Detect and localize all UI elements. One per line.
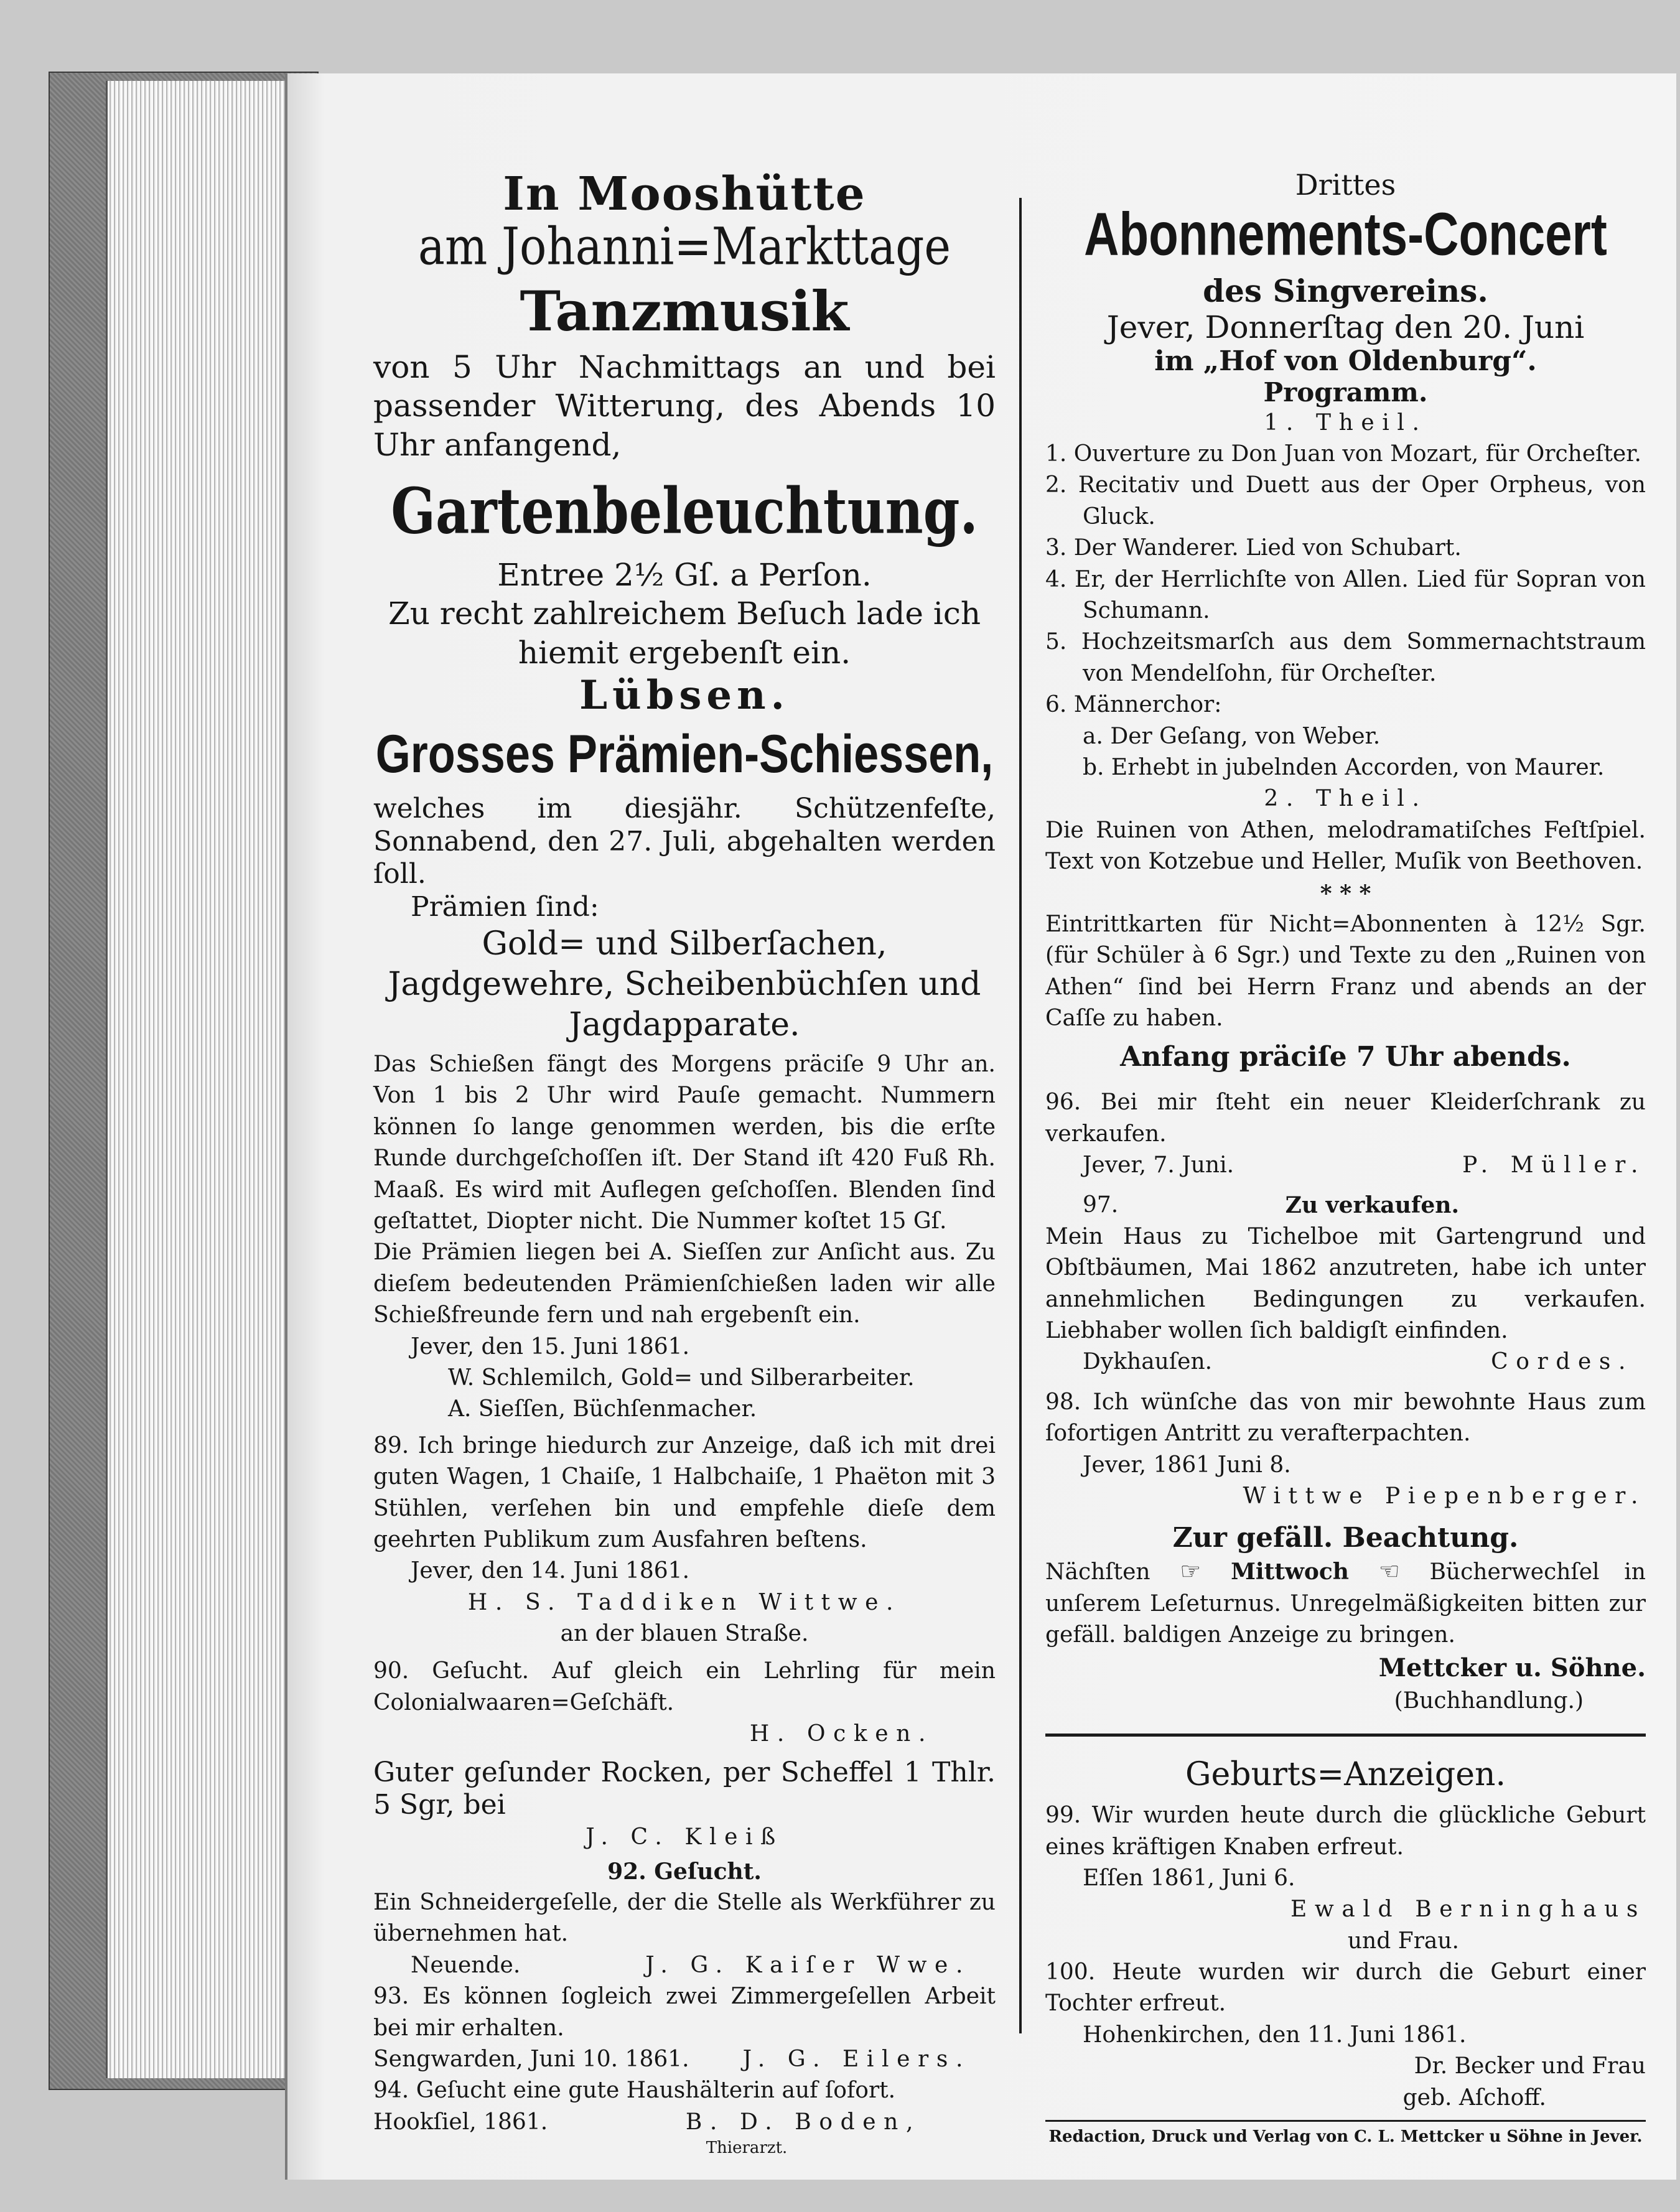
ad-text: 96. Bei mir ſteht ein neuer Kleiderſchrank zu verkaufen. bbox=[1045, 1090, 1646, 1147]
ad-signature: J. C. Kleiß bbox=[586, 1824, 783, 1850]
section-rule bbox=[1045, 1734, 1646, 1737]
pointing-hand-right-icon: ☞ bbox=[1180, 1557, 1202, 1585]
birth-99-signature-2: und Frau. bbox=[1347, 1928, 1459, 1954]
ad-signature: Cordes. bbox=[1491, 1349, 1633, 1375]
ad-footer bbox=[373, 1950, 996, 1981]
ad-title-line2: am Johanni=Markttage bbox=[418, 216, 951, 277]
ad-body: Das Schießen fängt des Morgens präciſe 9 Uhr an. Von 1 bis 2 Uhr wird Pauſe gemacht. Nummern können ſo lange genommen werden, bis die erſte Runde durchgeſchoſſen iſt. Der Stand iſt 420 Fuß Rh. Maaß. Es wird mit Auflegen geſchoſſen. Blenden ſind geſtattet, Diopter nicht. Die Nummer koſtet 15 Gſ. bbox=[373, 1052, 996, 1234]
ad-place: Hookſiel, 1861. bbox=[373, 2109, 548, 2135]
concert-title: Abonnements-Concert bbox=[1084, 199, 1607, 268]
ad-title-gartenbeleuchtung: Gartenbeleuchtung. bbox=[391, 474, 978, 548]
ad-signature: Wittwe Piepenberger. bbox=[1243, 1483, 1646, 1509]
program-part-1: 1. Theil. bbox=[1264, 409, 1427, 436]
program-item: 3. Der Wanderer. Lied von Schubart. bbox=[1045, 535, 1462, 561]
left-column bbox=[373, 168, 996, 2159]
ad-title-line1: In Mooshütte bbox=[503, 167, 866, 221]
imprint: Redaction, Druck und Verlag von C. L. Mettcker u Söhne in Jever. bbox=[1048, 2127, 1643, 2147]
ad-place: Sengwarden, Juni 10. 1861. bbox=[373, 2046, 689, 2072]
program-subitem: a. Der Geſang, von Weber. bbox=[1083, 723, 1381, 749]
birth-100-signature: Dr. Becker und Frau bbox=[1414, 2053, 1646, 2079]
concert-sub: des Singvereins. bbox=[1203, 272, 1488, 309]
concert-venue: im „Hof von Oldenburg“. bbox=[1154, 345, 1537, 377]
notice-signature: Mettcker u. Söhne. bbox=[1378, 1653, 1646, 1683]
ad-dateline: Jever, den 14. Juni 1861. bbox=[411, 1558, 690, 1584]
ad-footer bbox=[1045, 1346, 1646, 1378]
ad-title: Grosses Prämien-Schiessen, bbox=[375, 724, 994, 785]
notice-text-pre: Nächſten bbox=[1045, 1559, 1150, 1585]
birth-99-signature: Ewald Berninghaus bbox=[1290, 1897, 1646, 1923]
ad-body-2: Die Prämien liegen bei A. Sieſſen zur Anſicht aus. Zu dieſem bedeutenden Prämienſchießen laden wir alle Schießfreunde fern und nah ergebenſt ein. bbox=[373, 1239, 996, 1328]
program-list bbox=[1045, 439, 1646, 783]
notice-title: Zur gefäll. Beachtung. bbox=[1172, 1522, 1519, 1554]
stars-divider: * * * bbox=[1320, 880, 1371, 907]
ad-footer bbox=[373, 2044, 996, 2075]
ad-signature: J. G. Eilers. bbox=[742, 2046, 971, 2072]
births-title: Geburts=Anzeigen. bbox=[1185, 1755, 1506, 1793]
ad-place: Neuende. bbox=[411, 1952, 521, 1978]
concert-date: Jever, Donnerſtag den 20. Juni bbox=[1106, 309, 1585, 345]
program-part-2: 2. Theil. bbox=[1264, 786, 1427, 812]
ad-footer bbox=[1045, 1150, 1646, 1181]
notice-day: Mittwoch bbox=[1231, 1559, 1349, 1585]
ad-signature: P. Müller. bbox=[1462, 1152, 1646, 1178]
ad-text: 93. Es können ſogleich zwei Zimmergeſellen Arbeit bei mir erhalten. bbox=[373, 1984, 996, 2041]
ad-text: 94. Geſucht eine gute Haushälterin auf ſofort. bbox=[373, 2078, 896, 2104]
program-item: 4. Er, der Herrlichſte von Allen. Lied für Sopran von Schumann. bbox=[1045, 566, 1646, 624]
program-item: 5. Hochzeitsmarſch aus dem Sommernachtstraum von Mendelſohn, für Orcheſter. bbox=[1045, 629, 1646, 686]
ad-prize-1: Gold= und Silberſachen, bbox=[482, 925, 887, 963]
ad-intro: welches im diesjähr. Schützenfeſte, Sonnabend, den 27. Juli, abgehalten werden ſoll. bbox=[373, 792, 996, 890]
ad-place: Dykhauſen. bbox=[1083, 1349, 1213, 1375]
ad-signature: H. Ocken. bbox=[749, 1721, 933, 1747]
ad-signature: H. S. Taddiken Wittwe. bbox=[467, 1589, 902, 1615]
ad-text: Mein Haus zu Tichelboe mit Gartengrund und Obſtbäumen, Mai 1862 anzutreten, habe ich unter annehmlichen Bedingungen zu verkaufen. Liebhaber wollen ſich baldigſt einfinden. bbox=[1045, 1223, 1646, 1344]
ad-92 bbox=[373, 1856, 996, 1982]
birth-100: 100. Heute wurden wir durch die Geburt einer Tochter erfreut. bbox=[1045, 1959, 1646, 2017]
ad-signature: J. G. Kaiſer Wwe. bbox=[645, 1952, 971, 1978]
ad-mooshuette bbox=[373, 168, 996, 719]
ad-place: Jever, 7. Juni. bbox=[1083, 1152, 1234, 1178]
ad-rocken bbox=[373, 1757, 996, 1854]
concert-pre: Drittes bbox=[1295, 168, 1396, 202]
ad-text: 98. Ich wünſche das von mir bewohnte Haus zum ſofortigen Antritt zu verafterpachten. bbox=[1045, 1389, 1646, 1447]
notice-signature-2: (Buchhandlung.) bbox=[1394, 1688, 1584, 1714]
ad-title: Zu verkaufen. bbox=[1285, 1192, 1459, 1219]
ad-93 bbox=[373, 1981, 996, 2075]
ad-text: Ein Schneidergeſelle, der die Stelle als Werkführer zu übernehmen hat. bbox=[373, 1890, 996, 1947]
program-item: 2. Recitativ und Duett aus der Oper Orpheus, von Gluck. bbox=[1045, 472, 1646, 530]
right-column bbox=[1045, 168, 1646, 2148]
program-item: 1. Ouverture zu Don Juan von Mozart, für Orcheſter. bbox=[1045, 441, 1641, 467]
ad-head: 97. bbox=[1083, 1192, 1119, 1218]
ad-89 bbox=[373, 1430, 996, 1650]
ad-94 bbox=[373, 2075, 996, 2159]
program-item: 6. Männerchor: bbox=[1045, 692, 1222, 718]
birth-announcements bbox=[1045, 1755, 1646, 2114]
concert-tickets: Eintrittkarten für Nicht=Abonnenten à 12½ Sgr. (für Schüler à 6 Sgr.) und Texte zu den „Ruinen von Athen“ ſind bei Herrn Franz und abends an der Caſſe zu haben. bbox=[1045, 911, 1646, 1032]
notice-beachtung bbox=[1045, 1522, 1646, 1717]
ad-schiessen bbox=[373, 724, 996, 1425]
notice-text bbox=[1045, 1555, 1646, 1651]
ad-dateline: Jever, den 15. Juni 1861. bbox=[411, 1333, 690, 1360]
ad-text: 89. Ich bringe hiedurch zur Anzeige, daß ich mit drei guten Wagen, 1 Chaiſe, 1 Halbchaiſe, 1 Phaëton mit 3 Stühlen, verſehen bin und empfehle dieſe dem geehrten Publikum zum Ausfahren beſtens. bbox=[373, 1432, 996, 1552]
ad-entree: Entree 2½ Gſ. a Perſon. bbox=[497, 556, 872, 593]
ad-concert bbox=[1045, 168, 1646, 1073]
birth-99-place: Eſſen 1861, Juni 6. bbox=[1083, 1865, 1295, 1891]
ad-signature: B. D. Boden, bbox=[685, 2109, 921, 2135]
ad-97 bbox=[1045, 1190, 1646, 1378]
ad-98 bbox=[1045, 1387, 1646, 1513]
program-label: Programm. bbox=[1263, 376, 1428, 408]
ad-body: von 5 Uhr Nachmittags an und bei passender Witterung, des Abends 10 Uhr anfangend, bbox=[373, 348, 996, 463]
imprint-rule bbox=[1045, 2120, 1646, 2122]
ad-signature-2: an der blauen Straße. bbox=[560, 1621, 809, 1647]
ad-header bbox=[1045, 1190, 1646, 1221]
ad-head: 92. Geſucht. bbox=[607, 1858, 762, 1885]
birth-100-signature-2: geb. Aſchoff. bbox=[1402, 2084, 1546, 2111]
birth-100-place: Hohenkirchen, den 11. Juni 1861. bbox=[1083, 2022, 1467, 2048]
ad-prize-2: Jagdgewehre, Scheibenbüchſen und bbox=[388, 966, 981, 1004]
concert-start: Anfang präciſe 7 Uhr abends. bbox=[1120, 1040, 1571, 1073]
column-divider bbox=[1019, 198, 1022, 2033]
program-subitem: b. Erhebt in jubelnden Accorden, von Maurer. bbox=[1083, 754, 1605, 780]
ad-invite: Zu recht zahlreichem Beſuch lade ich hiemit ergebenſt ein. bbox=[388, 595, 981, 671]
ad-footer bbox=[373, 2107, 996, 2138]
program-part-2-text: Die Ruinen von Athen, melodramatiſches Feſtſpiel. Text von Kotzebue und Heller, Muſik von Beethoven. bbox=[1045, 817, 1646, 875]
ad-90 bbox=[373, 1656, 996, 1750]
birth-99: 99. Wir wurden heute durch die glückliche Geburt eines kräftigen Knaben erfreut. bbox=[1045, 1803, 1646, 1860]
ad-place: Jever, 1861 Juni 8. bbox=[1083, 1452, 1291, 1478]
notice-text-post: Bücherwechſel in unſerem Leſeturnus. Unregelmäßigkeiten bitten zur gefäll. baldigen Anzeige zu bringen. bbox=[1045, 1559, 1646, 1648]
ad-prizes-label: Prämien ſind: bbox=[411, 891, 599, 923]
ad-prize-3: Jagdapparate. bbox=[569, 1006, 800, 1044]
ad-signature-1: W. Schlemilch, Gold= und Silberarbeiter. bbox=[448, 1365, 915, 1391]
ad-signature-2: A. Sieſſen, Büchſenmacher. bbox=[448, 1396, 757, 1422]
ad-text: Guter geſunder Rocken, per Scheffel 1 Thlr. 5 Sgr, bei bbox=[373, 1756, 996, 1821]
ad-text: 90. Geſucht. Auf gleich ein Lehrling für mein Colonialwaaren=Geſchäft. bbox=[373, 1658, 996, 1715]
pointing-hand-left-icon: ☜ bbox=[1378, 1557, 1400, 1585]
page-edges bbox=[106, 81, 294, 2078]
ad-signature-2: Thierarzt. bbox=[706, 2139, 788, 2158]
ad-title-tanzmusik: Tanzmusik bbox=[520, 278, 849, 343]
ad-96 bbox=[1045, 1087, 1646, 1181]
ad-signer: Lübsen. bbox=[579, 672, 790, 719]
